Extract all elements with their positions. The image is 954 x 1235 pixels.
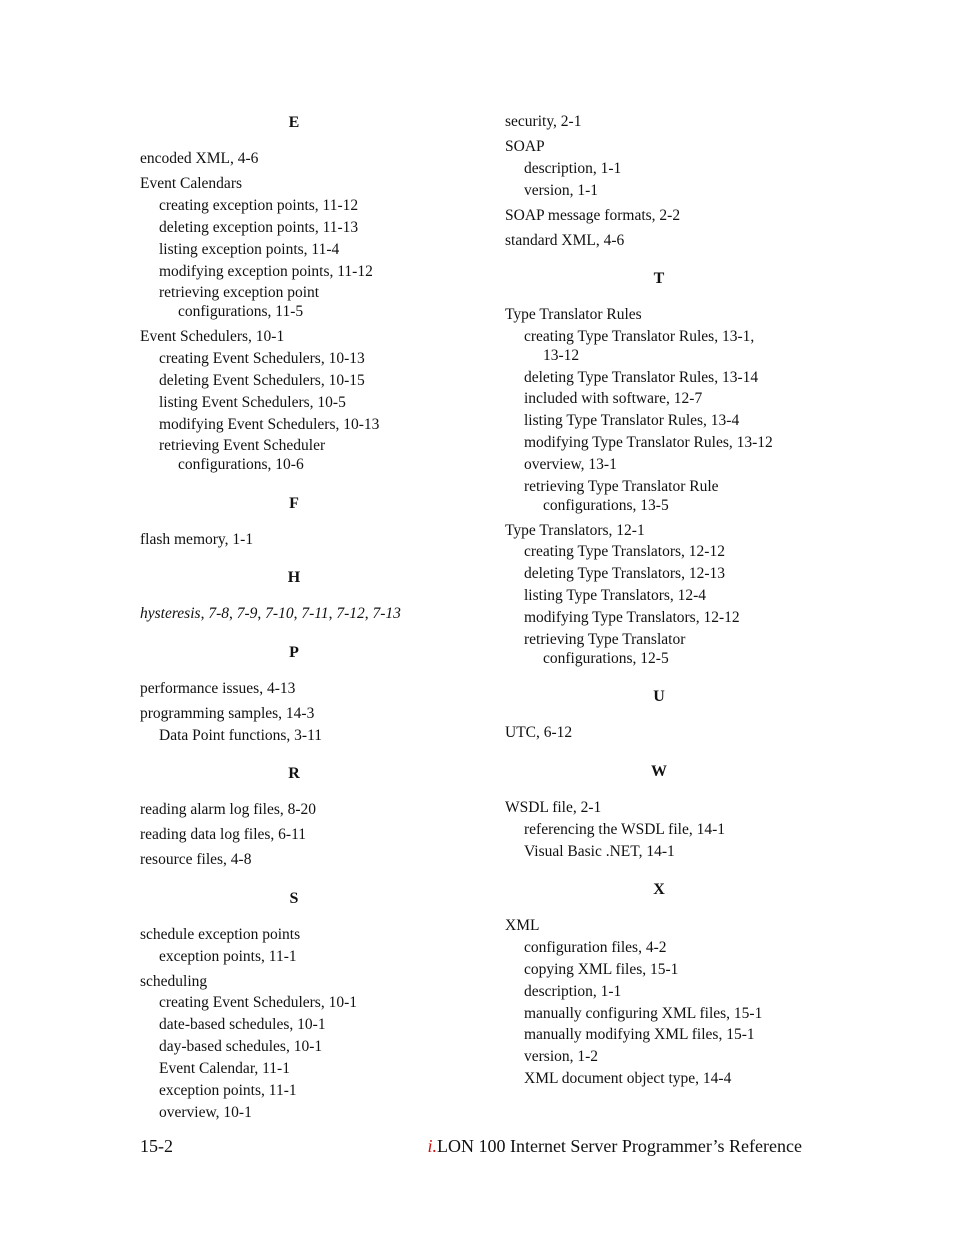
index-entry: Type Translators, 12-1 xyxy=(505,522,645,539)
index-entry: performance issues, 4-13 xyxy=(140,680,296,697)
section-heading-s: S xyxy=(289,890,299,907)
index-subentry: manually modifying XML files, 15-1 xyxy=(524,1026,755,1043)
index-entry: Event Schedulers, 10-1 xyxy=(140,328,285,345)
index-subentry: included with software, 12-7 xyxy=(524,390,703,407)
index-subentry: date-based schedules, 10-1 xyxy=(159,1016,326,1033)
section-heading-e: E xyxy=(288,114,300,131)
page-ref: 7-13 xyxy=(372,605,401,622)
index-subentry: exception points, 11-1 xyxy=(159,1082,297,1099)
section-heading-t: T xyxy=(653,270,665,287)
index-entry: standard XML, 4-6 xyxy=(505,232,625,249)
index-entry: Event Calendars xyxy=(140,175,243,192)
page-ref: 7-11 xyxy=(301,605,329,622)
index-entry: schedule exception points xyxy=(140,926,301,943)
footer-title xyxy=(427,1135,802,1157)
index-subentry: Visual Basic .NET, 14-1 xyxy=(524,843,675,860)
index-subentry: retrieving Event Scheduler xyxy=(159,437,326,454)
index-subentry: version, 1-1 xyxy=(524,182,599,199)
section-heading-p: P xyxy=(289,644,299,661)
index-subentry: overview, 10-1 xyxy=(159,1104,252,1121)
index-subentry: listing exception points, 11-4 xyxy=(159,241,340,258)
index-subentry: modifying Type Translators, 12-12 xyxy=(524,609,740,626)
index-subentry: creating Type Translator Rules, 13-1, xyxy=(524,328,755,345)
index-subentry: description, 1-1 xyxy=(524,160,622,177)
section-heading-x: X xyxy=(653,881,665,898)
section-heading-f: F xyxy=(289,495,299,512)
page-number: 15-2 xyxy=(140,1136,173,1156)
index-subentry: retrieving Type Translator Rule xyxy=(524,478,719,495)
footer-title-prefix: i. xyxy=(427,1136,437,1156)
index-subentry: Event Calendar, 11-1 xyxy=(159,1060,290,1077)
index-entry: encoded XML, 4-6 xyxy=(140,150,259,167)
index-subentry: listing Event Schedulers, 10-5 xyxy=(159,394,346,411)
index-subentry: deleting Event Schedulers, 10-15 xyxy=(159,372,365,389)
index-subentry: creating Event Schedulers, 10-13 xyxy=(159,350,365,367)
page-ref: 7-9 xyxy=(236,605,258,622)
index-subentry: creating Type Translators, 12-12 xyxy=(524,543,725,560)
index-subentry: creating Event Schedulers, 10-1 xyxy=(159,994,357,1011)
index-subentry: deleting Type Translators, 12-13 xyxy=(524,565,725,582)
index-subentry: Data Point functions, 3-11 xyxy=(159,727,323,744)
section-heading-r: R xyxy=(288,765,300,782)
index-subentry: configuration files, 4-2 xyxy=(524,939,667,956)
section-heading-u: U xyxy=(653,688,665,705)
index-subentry-continued: 13-12 xyxy=(543,347,580,364)
hysteresis-term: hysteresis xyxy=(140,605,201,622)
index-subentry-continued: configurations, 10-6 xyxy=(178,456,304,473)
page-ref: 7-12 xyxy=(336,605,365,622)
index-entry-hysteresis: hysteresis, 7-8, 7-9, 7-10, 7-11, 7-12, 7-13 xyxy=(140,605,401,622)
index-subentry: manually configuring XML files, 15-1 xyxy=(524,1005,763,1022)
index-entry: security, 2-1 xyxy=(505,113,582,130)
index-entry: reading alarm log files, 8-20 xyxy=(140,801,317,818)
index-entry: XML xyxy=(505,917,540,934)
section-heading-h: H xyxy=(287,569,301,586)
index-entry: programming samples, 14-3 xyxy=(140,705,315,722)
index-subentry: overview, 13-1 xyxy=(524,456,617,473)
index-entry: scheduling xyxy=(140,973,208,990)
index-subentry: description, 1-1 xyxy=(524,983,622,1000)
index-subentry: referencing the WSDL file, 14-1 xyxy=(524,821,725,838)
index-subentry: listing Type Translators, 12-4 xyxy=(524,587,707,604)
index-subentry: XML document object type, 14-4 xyxy=(524,1070,732,1087)
index-subentry: creating exception points, 11-12 xyxy=(159,197,359,214)
index-entry: reading data log files, 6-11 xyxy=(140,826,306,843)
index-subentry-continued: configurations, 13-5 xyxy=(543,497,669,514)
index-entry: resource files, 4-8 xyxy=(140,851,252,868)
index-entry: UTC, 6-12 xyxy=(505,724,573,741)
index-subentry: exception points, 11-1 xyxy=(159,948,297,965)
index-subentry: deleting exception points, 11-13 xyxy=(159,219,359,236)
index-entry: Type Translator Rules xyxy=(505,306,642,323)
index-entry: SOAP message formats, 2-2 xyxy=(505,207,681,224)
index-entry: flash memory, 1-1 xyxy=(140,531,254,548)
section-heading-w: W xyxy=(651,763,667,780)
index-subentry: deleting Type Translator Rules, 13-14 xyxy=(524,369,759,386)
index-subentry: copying XML files, 15-1 xyxy=(524,961,679,978)
page-ref: 7-10 xyxy=(265,605,294,622)
index-subentry: day-based schedules, 10-1 xyxy=(159,1038,323,1055)
index-subentry: retrieving exception point xyxy=(159,284,320,301)
index-entry: WSDL file, 2-1 xyxy=(505,799,602,816)
index-entry: SOAP xyxy=(505,138,545,155)
footer-title-text: LON 100 Internet Server Programmer’s Reference xyxy=(436,1136,802,1156)
index-subentry: modifying exception points, 11-12 xyxy=(159,263,373,280)
index-subentry-continued: configurations, 11-5 xyxy=(178,303,304,320)
index-subentry: modifying Type Translator Rules, 13-12 xyxy=(524,434,773,451)
index-subentry: retrieving Type Translator xyxy=(524,631,686,648)
index-subentry: modifying Event Schedulers, 10-13 xyxy=(159,416,380,433)
index-subentry-continued: configurations, 12-5 xyxy=(543,650,669,667)
index-subentry: version, 1-2 xyxy=(524,1048,599,1065)
page-ref: 7-8 xyxy=(208,605,229,622)
index-subentry: listing Type Translator Rules, 13-4 xyxy=(524,412,740,429)
